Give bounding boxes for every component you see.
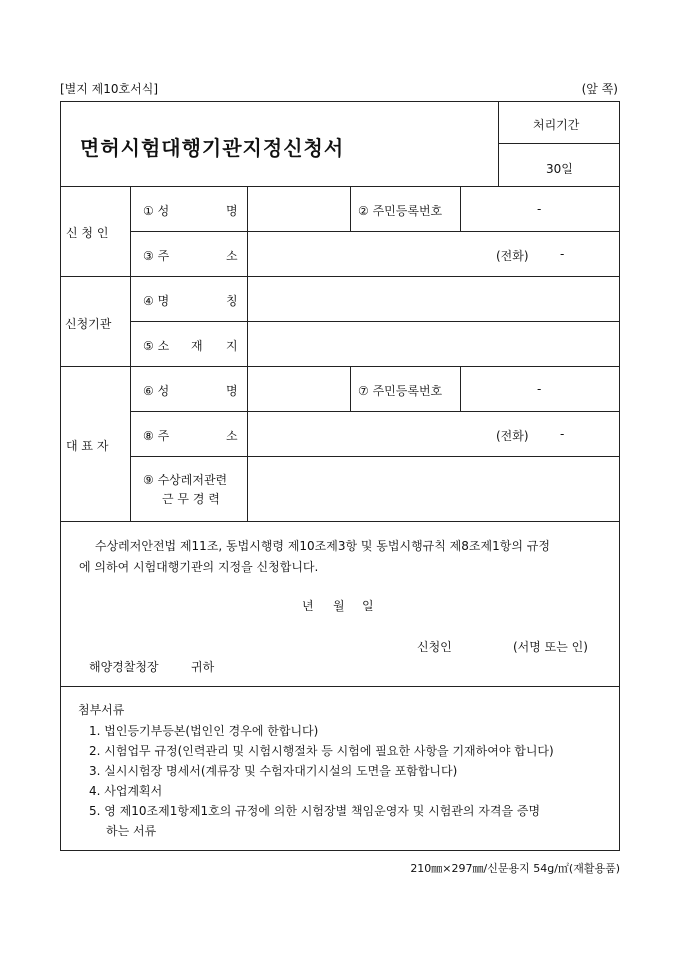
row-divider <box>130 321 620 322</box>
attachment-item: 5. 영 제10조제1항제1호의 규정에 의한 시험장별 책임운영자 및 시험관의 자격을 증명 <box>89 804 541 818</box>
attachment-item-cont: 하는 서류 <box>106 824 157 838</box>
form-title: 면허시험대행기관지정신청서 <box>80 136 345 160</box>
applicant-address-label-end: 소 <box>226 249 238 263</box>
institution-name-label: ④ 명 <box>143 294 170 308</box>
attachment-item: 2. 시험업무 규정(인력관리 및 시험시행절차 등 시험에 필요한 사항을 기재하여야 합니다) <box>89 744 554 758</box>
rep-career-label-2: 근 무 경 력 <box>162 492 220 506</box>
institution-location-mid: 재 <box>191 339 203 353</box>
date-year: 년 <box>302 599 314 613</box>
date-month: 월 <box>333 599 345 613</box>
representative-section-label: 대 표 자 <box>66 439 109 453</box>
applicant-name-field[interactable] <box>250 194 348 228</box>
col-divider <box>460 366 461 411</box>
processing-value: 30일 <box>546 162 573 176</box>
applicant-name-label-end: 명 <box>226 204 238 218</box>
row-divider <box>130 231 620 232</box>
institution-location-label-end: 지 <box>226 339 238 353</box>
rep-career-label: ⑨ 수상레저관련 <box>143 473 228 487</box>
row-divider <box>60 366 620 367</box>
col-divider <box>350 186 351 231</box>
attachments-title: 첨부서류 <box>78 703 125 717</box>
applicant-phone-field[interactable]: - <box>560 247 565 261</box>
applicant-section-label: 신 청 인 <box>66 226 109 240</box>
statement-line-2: 에 의하여 시험대행기관의 지정을 신청합니다. <box>79 560 319 574</box>
institution-section-label: 신청기관 <box>65 317 112 331</box>
row-divider <box>60 186 620 187</box>
applicant-rrn-field[interactable]: - <box>537 202 542 216</box>
recipient-honorific: 귀하 <box>191 660 215 674</box>
row-divider <box>130 411 620 412</box>
col-divider <box>498 101 499 186</box>
rep-phone-field[interactable]: - <box>560 427 565 441</box>
col-divider <box>460 186 461 231</box>
page-side: (앞 쪽) <box>581 82 618 96</box>
rep-phone-label: (전화) <box>496 429 529 443</box>
sign-note: (서명 또는 인) <box>513 640 588 654</box>
row-divider <box>60 521 620 522</box>
row-divider <box>60 276 620 277</box>
rep-name-label: ⑥ 성 <box>143 384 170 398</box>
rep-rrn-label: ⑦ 주민등록번호 <box>358 384 443 398</box>
rep-name-label-end: 명 <box>226 384 238 398</box>
processing-label: 처리기간 <box>533 118 580 132</box>
signer-label: 신청인 <box>417 640 452 654</box>
rep-address-label: ⑧ 주 <box>143 429 170 443</box>
applicant-phone-label: (전화) <box>496 249 529 263</box>
applicant-rrn-label: ② 주민등록번호 <box>358 204 443 218</box>
col-divider <box>247 186 248 521</box>
rep-address-label-end: 소 <box>226 429 238 443</box>
applicant-address-label: ③ 주 <box>143 249 170 263</box>
col-divider <box>130 186 131 521</box>
paper-spec: 210㎜×297㎜/신문용지 54g/㎡(재활용품) <box>410 862 620 875</box>
col-divider <box>350 366 351 411</box>
form-number: [별지 제10호서식] <box>60 82 158 96</box>
attachment-item: 1. 법인등기부등본(법인인 경우에 한합니다) <box>89 724 319 738</box>
statement-line-1: 수상레저안전법 제11조, 동법시행령 제10조제3항 및 동법시행규칙 제8조제1항의 규정 <box>95 539 550 553</box>
institution-name-label-end: 칭 <box>226 294 238 308</box>
recipient: 해양경찰청장 <box>89 660 159 674</box>
row-divider <box>498 143 620 144</box>
applicant-name-label: ① 성 <box>143 204 170 218</box>
institution-location-label: ⑤ 소 <box>143 339 170 353</box>
row-divider <box>60 686 620 687</box>
attachment-item: 3. 실시시험장 명세서(계류장 및 수험자대기시설의 도면을 포함합니다) <box>89 764 458 778</box>
row-divider <box>130 456 620 457</box>
date-day: 일 <box>362 599 374 613</box>
rep-rrn-field[interactable]: - <box>537 382 542 396</box>
attachment-item: 4. 사업계획서 <box>89 784 163 798</box>
